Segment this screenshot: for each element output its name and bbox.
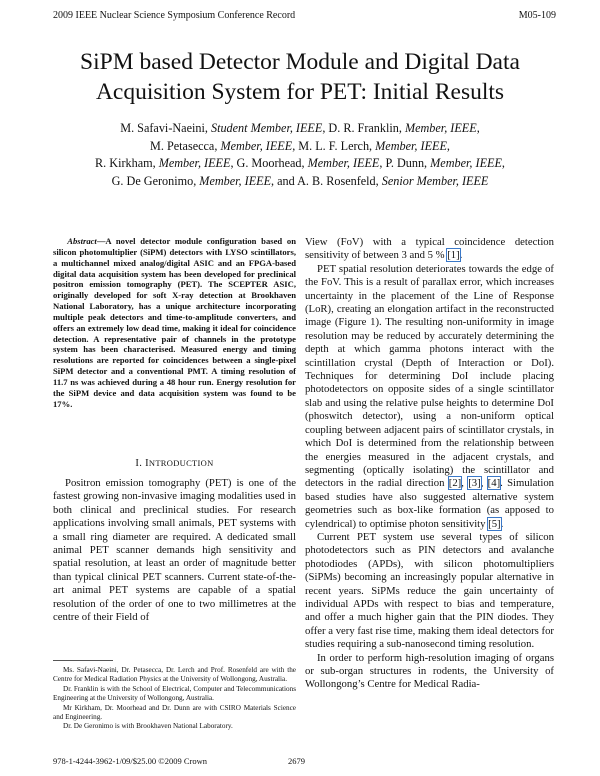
author-role: Member, IEEE xyxy=(375,138,447,153)
right-column xyxy=(305,236,554,692)
title-line-2: Acquisition System for PET: Initial Results xyxy=(95,79,505,105)
section-number: I. xyxy=(135,458,146,469)
citation-link[interactable]: [3] xyxy=(468,477,481,490)
paragraph-text: View (FoV) with a typical coincidence detection sensitivity of between 3 and 5 % xyxy=(305,236,554,262)
author-role: Senior Member, IEEE xyxy=(381,173,489,188)
paragraph-text: . Simulation based studies have also suggested alternative system geometries such as box-like formation (as apposed to cylendrical) to optimise photon sensitivity xyxy=(305,477,555,530)
author-name: M. Safavi-Naeini, xyxy=(120,121,211,135)
footnote-1: Ms. Safavi-Naeini, Dr. Petasecca, Dr. Lerch and Prof. Rosenfeld are with the Centre for Medical Radiation Physics at the University of Wollongong, Australia. xyxy=(53,666,296,683)
citation-link[interactable]: [5] xyxy=(488,517,501,530)
footnote-3: Mr Kirkham, Dr. Moorhead and Dr. Dunn are with CSIRO Materials Science and Engineering. xyxy=(53,703,296,721)
author-role: Member, IEEE xyxy=(158,156,231,170)
paragraph-text: ). The resulting non-uniformity in image resolution may be reduced by accurately determining the depth at which gamma photons interact with the scintillation crystal (Depth of Interaction or DoI). Techniques for determining DoI include placing photodetectors on opposite sides of a single scintillator slab and using the relative pulse heights to determine DoI (phoswitch detector), using a non-uniform optical coupling between adjacent pairs of scintillator crystals, in which DoI is determined from the relationship between the energies measured in the adjacent crystals, and segmenting (optically isolating) the scintillator and detectors in the radial direction xyxy=(305,316,554,490)
citation-link[interactable]: [1] xyxy=(447,249,460,262)
paper-title xyxy=(0,47,600,107)
citation-link[interactable]: [4] xyxy=(487,477,501,490)
author-line-2: M. Petasecca, Member, IEEE, M. L. F. Lerch, Member, IEEE, xyxy=(150,138,450,153)
abstract-text: —A novel detector module configuration based on silicon photomultiplier (SiPM) detectors with LYSO scintillators, a multichannel mixed analog/digital ASIC and an FPGA-based digital data acquisition system has been developed for preclinical positron emission tomography (PET). The SCEPTER ASIC, originally developed for soft X-ray detection at Brookhaven National Laboratory, has a unique architecture incorporating multiple peak detectors and time-to-amplitude converters, and offers an extremely low dead time, making it ideal for coincidence detection. A representative pair of channels in the prototype system has been characterised. Measured energy and timing resolutions are reported for coincidences between a single-pixel SiPM detector and a conventional PMT. A timing resolution of 11.7 ns was achieved during a 48 hour run. Energy resolution for the SiPM device and data acquisition system was found to be 17%. xyxy=(53,236,297,409)
paragraph-text: . xyxy=(459,249,463,262)
author-name: M. Petasecca, xyxy=(150,138,221,153)
abstract xyxy=(53,236,296,410)
author-role: Student Member, IEEE xyxy=(210,121,323,135)
author-role: Member, IEEE xyxy=(430,156,502,170)
paragraph-text: . xyxy=(500,517,504,530)
author-line-4 xyxy=(20,173,580,191)
page-number: 2679 xyxy=(288,756,305,766)
author-line-3: R. Kirkham, Member, IEEE, G. Moorhead, Member, IEEE, P. Dunn, Member, IEEE, xyxy=(95,156,505,170)
footnote-2: Dr. Franklin is with the School of Electrical, Computer and Telecommunications Engineering at the University of Wollongong, Australia. xyxy=(53,684,296,702)
author-line-1: M. Safavi-Naeini, Student Member, IEEE, D. R. Franklin, Member, IEEE, xyxy=(120,121,480,135)
author-name: , M. L. F. Lerch, xyxy=(292,138,376,153)
right-paragraph-4: In order to perform high-resolution imaging of organs or sub-organ structures in rodents, the University of Wollongong’s Centre for Medical Radia- xyxy=(305,651,554,691)
author-role: Member, IEEE xyxy=(220,138,293,153)
running-header-left: 2009 IEEE Nuclear Science Symposium Conference Record xyxy=(53,10,296,21)
left-column xyxy=(53,236,296,410)
author-name: , P. Dunn, xyxy=(379,156,431,170)
right-paragraph-3: Current PET system use several types of silicon photodetectors such as PIN detectors and avalanche photodiodes (APDs), with silicon photomultipliers (SiPMs) becoming an increasingly popular alternative in recent years. SiPMs reduce the gain uncertainty of individual APDs with respect to bias and temperature, and offer a much higher gain that the PIN diodes. They offer a very fast rise time, making them ideal detectors for studies requiring a sub-nanosecond timing resolution. xyxy=(305,530,554,651)
running-header-right: M05-109 xyxy=(518,10,556,21)
author-list xyxy=(20,120,580,190)
author-role: Member, IEEE xyxy=(404,121,477,135)
abstract-label: Abstract xyxy=(67,236,97,246)
author-name: , G. Moorhead, xyxy=(230,156,308,170)
right-paragraph-1 xyxy=(305,236,554,263)
section-heading-first-letter: I xyxy=(145,458,149,469)
paragraph-text: PET spatial resolution deteriorates towards the edge of the FoV. This is a result of parallax error, which increases uncertainty in the placement of the Line of Response (LoR), creating an elongation artifact in the reconstructed image (Figure xyxy=(305,262,554,329)
intro-paragraph: Positron emission tomography (PET) is one of the fastest growing non-invasive imaging modalities used in both clinical and preclinical studies. For research applications involving small animals, PET systems with a small ring diameter are required. A dedicated small animal PET scanner demands high sensitivity and spatial resolution, at least an order of magnitude better than typical clinical PET scanners. Current state-of-the-art animal PET systems are capable of a spatial resolution of the order of one to two millimetres at the centre of their Field of xyxy=(53,477,296,624)
author-name: R. Kirkham, xyxy=(95,156,159,170)
author-role: Member, IEEE xyxy=(199,173,272,188)
author-name: G. De Geronimo, xyxy=(111,173,200,188)
paragraph-text: , xyxy=(480,477,488,490)
citation-link[interactable]: [2] xyxy=(448,477,462,490)
author-name: , and A. B. Rosenfeld, xyxy=(271,173,382,188)
footnote-4: Dr. De Geronimo is with Brookhaven National Laboratory. xyxy=(63,722,233,731)
right-paragraph-2 xyxy=(305,263,554,531)
introduction-section xyxy=(53,458,296,624)
paragraph-text: , xyxy=(461,477,469,490)
title-line-1: SiPM based Detector Module and Digital Data xyxy=(80,49,520,75)
footnote-rule xyxy=(53,660,113,661)
figure-link[interactable]: 1 xyxy=(370,316,376,329)
author-name: , D. R. Franklin, xyxy=(322,121,405,135)
author-role: Member, IEEE xyxy=(307,156,380,170)
footnotes xyxy=(53,666,296,732)
section-heading-rest: NTRODUCTION xyxy=(148,458,214,468)
section-heading-introduction xyxy=(53,458,296,469)
copyright-footer: 978-1-4244-3962-1/09/$25.00 ©2009 Crown xyxy=(53,756,208,766)
